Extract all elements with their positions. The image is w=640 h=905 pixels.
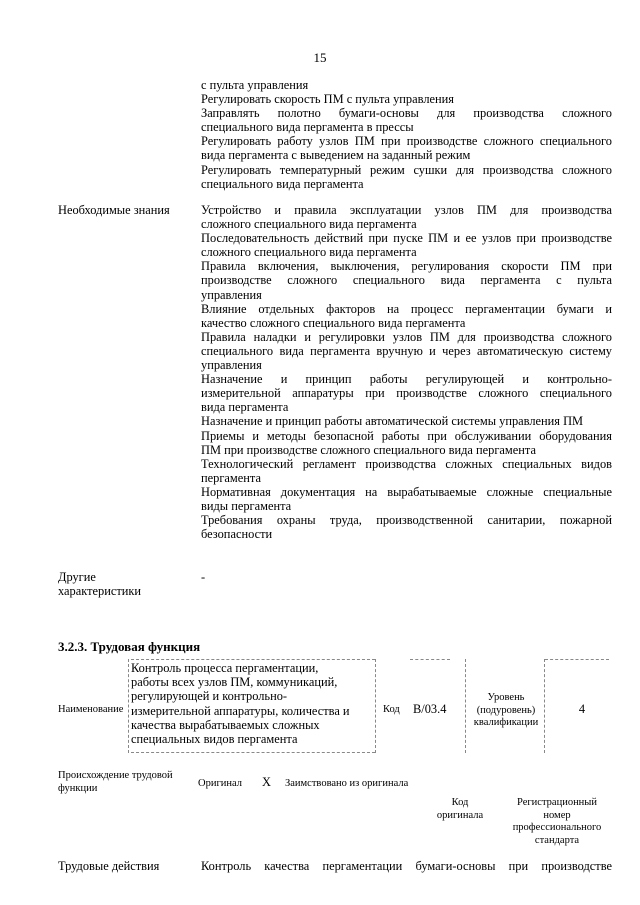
knowledge-line: вида пергамента	[201, 400, 289, 415]
level-label-line: (подуровень)	[476, 704, 536, 716]
knowledge-line: сложного специального вида пергамента	[201, 245, 417, 260]
level-label-line: квалификации	[473, 717, 539, 728]
function-name-line: качества вырабатываемых сложных	[131, 717, 320, 732]
skills-line: Регулировать температурный режим сушки для производства сложного	[201, 162, 612, 177]
name-label: Наименование	[58, 704, 124, 715]
knowledge-line: Приемы и методы безопасной работы при обслуживании оборудования	[201, 428, 612, 443]
knowledge-label: Необходимые знания	[58, 203, 170, 217]
knowledge-line: Устройство и правила эксплуатации узлов ПМ для производства	[201, 203, 612, 217]
labor-actions-line: Контроль качества пергаментации бумаги-основы при производстве	[201, 859, 612, 873]
other-characteristics-value: -	[201, 570, 206, 584]
code-label: Код	[383, 704, 400, 715]
origin-code-label	[432, 797, 488, 822]
labor-actions-label: Трудовые действия	[58, 859, 160, 873]
knowledge-line: сложного специального вида пергамента	[201, 217, 417, 232]
reg-number-line: Регистрационный	[517, 797, 597, 808]
knowledge-line: Технологический регламент производства сложных специальных видов	[201, 456, 612, 471]
origin-code-line: Код	[451, 797, 469, 808]
knowledge-line: Правила наладки и регулировки узлов ПМ для производства сложного	[201, 329, 612, 344]
skills-line: Заправлять полотно бумаги-основы для производства сложного	[201, 106, 612, 121]
knowledge-line: управления	[201, 287, 262, 302]
knowledge-line: Назначение и принцип работы регулирующей и контрольно-	[201, 372, 612, 387]
knowledge-line: производстве сложного специального вида пергамента с пульта	[201, 273, 612, 288]
borrowed-label: Заимствовано из оригинала	[285, 778, 409, 789]
function-origin-label	[58, 770, 173, 795]
origin-code-line: оригинала	[436, 809, 484, 821]
code-value: B/03.4	[413, 702, 447, 716]
skills-continuation	[201, 78, 612, 191]
other-characteristics-label	[58, 570, 141, 598]
function-name-line: регулирующей и контрольно-	[131, 689, 288, 704]
function-name-line: измерительной аппаратуры, количества и	[131, 703, 350, 718]
origin-label-line: Происхождение трудовой	[58, 770, 173, 781]
knowledge-line: специального вида пергамента вручную и через автоматическую систему	[201, 343, 612, 358]
function-name-line: специальных видов пергамента	[131, 731, 298, 746]
knowledge-line: Требования охраны труда, производственной санитарии, пожарной	[201, 513, 612, 528]
knowledge-line: Нормативная документация на вырабатываемые сложные специальные	[201, 484, 612, 499]
knowledge-line: Правила включения, выключения, регулирования скорости ПМ при	[201, 259, 612, 274]
reg-number-line: номер	[543, 809, 571, 821]
knowledge-list	[201, 203, 612, 541]
other-label-line: Другие	[58, 570, 96, 584]
knowledge-line: качество сложного специального вида пергамента	[201, 315, 466, 330]
skills-line: специального вида пергамента	[201, 176, 364, 191]
knowledge-line: ПМ при производстве сложного специального вида пергамента	[201, 442, 536, 457]
function-name-line: работы всех узлов ПМ, коммуникаций,	[131, 675, 338, 690]
knowledge-line: управления	[201, 358, 262, 373]
skills-line: с пульта управления	[201, 78, 309, 92]
origin-label-line: функции	[58, 782, 98, 794]
name-cell-border	[128, 659, 129, 753]
knowledge-line: пергамента	[201, 470, 261, 485]
knowledge-line: виды пергамента	[201, 498, 292, 513]
knowledge-line: Влияние отдельных факторов на процесс пергаментации бумаги и	[201, 301, 612, 316]
function-name	[131, 661, 371, 746]
name-cell-border	[131, 659, 375, 660]
registration-number-label	[507, 797, 607, 847]
reg-number-line: профессионального	[512, 822, 602, 833]
level-cell-border	[545, 659, 609, 660]
qualification-level-label	[467, 692, 545, 730]
section-heading: 3.2.3. Трудовая функция	[58, 639, 201, 654]
skills-line: специального вида пергамента в прессы	[201, 120, 414, 135]
skills-line: вида пергамента с выведением на заданный режим	[201, 148, 471, 163]
reg-number-line: стандарта	[534, 834, 580, 846]
labor-actions-text	[201, 859, 612, 873]
knowledge-line: Назначение и принцип работы автоматической системы управления ПМ	[201, 414, 584, 429]
knowledge-line: безопасности	[201, 527, 273, 542]
skills-line: Регулировать скорость ПМ с пульта управления	[201, 92, 454, 107]
page-number: 15	[313, 50, 327, 65]
code-cell-border	[465, 659, 466, 753]
other-label-line: характеристики	[58, 584, 142, 599]
code-cell-border	[410, 659, 450, 660]
skills-line: Регулировать работу узлов ПМ при производстве сложного специального	[201, 134, 612, 149]
name-cell-border	[131, 752, 375, 753]
level-label-line: Уровень	[487, 692, 525, 703]
function-name-line: Контроль процесса пергаментации,	[131, 661, 319, 675]
qualification-level-value: 4	[578, 702, 586, 716]
knowledge-line: измерительной аппаратуры при производстве сложного специального	[201, 386, 612, 401]
original-label: Оригинал	[198, 778, 242, 789]
knowledge-line: Последовательность действий при пуске ПМ и ее узлов при производстве	[201, 231, 612, 246]
name-cell-border	[375, 659, 376, 753]
original-x-mark: X	[262, 775, 271, 789]
